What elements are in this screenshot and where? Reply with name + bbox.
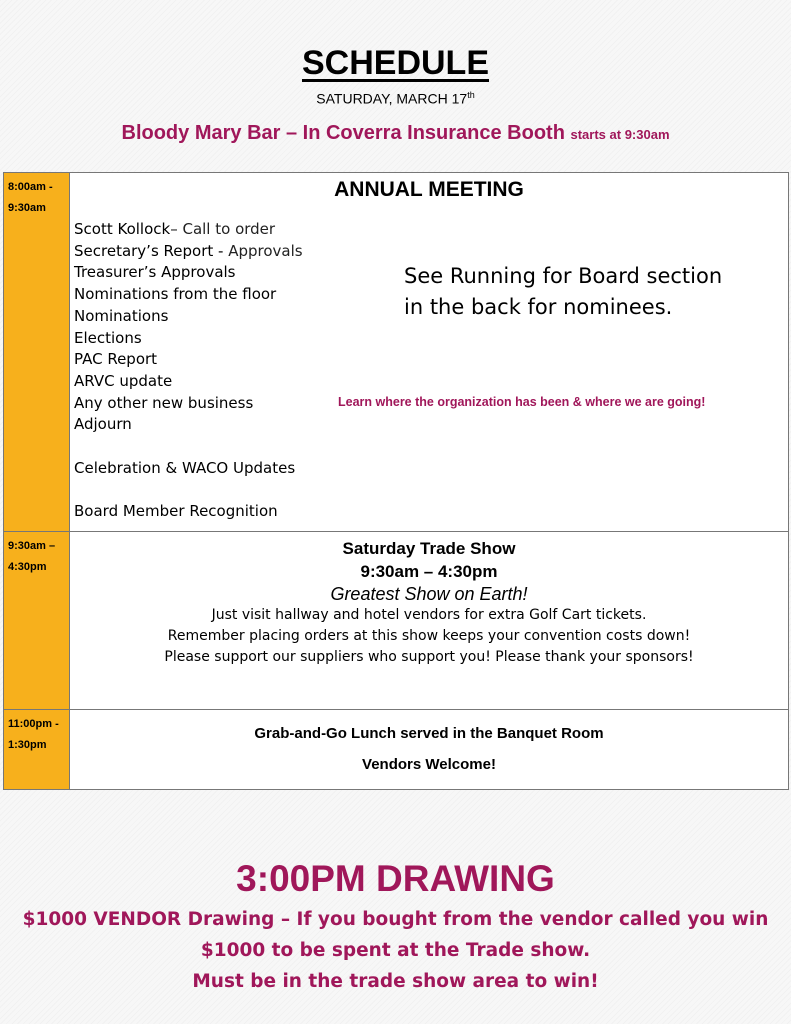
bloody-mary-bar-notice: Bloody Mary Bar – In Coverra Insurance Booth starts at 9:30am xyxy=(121,122,670,144)
agenda-item: ARVC update xyxy=(74,371,173,390)
learn-note: Learn where the organization has been & where we are going! xyxy=(338,395,706,409)
page-title: SCHEDULE xyxy=(301,44,490,82)
agenda-item: Any other new business xyxy=(74,393,254,412)
content-cell xyxy=(70,710,789,790)
trade-show-line: Please support our suppliers who support you! Please thank your sponsors! xyxy=(164,649,694,665)
schedule-row-lunch xyxy=(4,710,789,790)
event-date: SATURDAY, MARCH 17th xyxy=(316,90,475,107)
vendors-welcome: Vendors Welcome! xyxy=(362,756,496,773)
drawing-line: $1000 VENDOR Drawing – If you bought from the vendor called you win xyxy=(22,909,769,930)
agenda-item: Secretary’s Report - Approvals xyxy=(74,241,303,260)
agenda-item: Adjourn xyxy=(74,415,132,434)
agenda-item-recognition: Board Member Recognition xyxy=(74,502,278,521)
agenda-item: Nominations from the floor xyxy=(74,285,277,304)
agenda-list xyxy=(74,219,303,523)
lunch-title: Grab-and-Go Lunch served in the Banquet Room xyxy=(254,725,604,742)
agenda-item: Scott Kollock– Call to order xyxy=(74,220,276,238)
running-for-board-note: See Running for Board section in the back for nominees. xyxy=(404,264,723,319)
content-cell xyxy=(70,173,789,532)
agenda-item: Nominations xyxy=(74,306,169,325)
time-cell: 9:30am – 4:30pm xyxy=(4,532,70,710)
time-cell: 11:00pm - 1:30pm xyxy=(4,710,70,790)
trade-show-hours: 9:30am – 4:30pm xyxy=(360,562,498,581)
content-cell xyxy=(70,532,789,710)
trade-show-title: Saturday Trade Show xyxy=(342,539,516,558)
schedule-row-trade-show xyxy=(4,532,789,710)
drawing-title: 3:00PM DRAWING xyxy=(236,858,555,899)
agenda-item-celebration: Celebration & WACO Updates xyxy=(74,458,296,477)
trade-show-tagline: Greatest Show on Earth! xyxy=(330,584,528,604)
schedule-table xyxy=(3,172,789,790)
time-cell: 8:00am - 9:30am xyxy=(4,173,70,532)
drawing-details xyxy=(0,904,791,997)
annual-meeting-title: ANNUAL MEETING xyxy=(334,178,524,201)
agenda-item: Treasurer’s Approvals xyxy=(74,263,236,282)
agenda-item: PAC Report xyxy=(74,350,158,369)
trade-show-line: Remember placing orders at this show keeps your convention costs down! xyxy=(167,628,691,644)
drawing-line: $1000 to be spent at the Trade show. xyxy=(200,940,591,961)
trade-show-line: Just visit hallway and hotel vendors for extra Golf Cart tickets. xyxy=(211,607,647,623)
drawing-line: Must be in the trade show area to win! xyxy=(192,971,599,992)
schedule-row-annual-meeting xyxy=(4,173,789,532)
agenda-item: Elections xyxy=(74,328,142,347)
